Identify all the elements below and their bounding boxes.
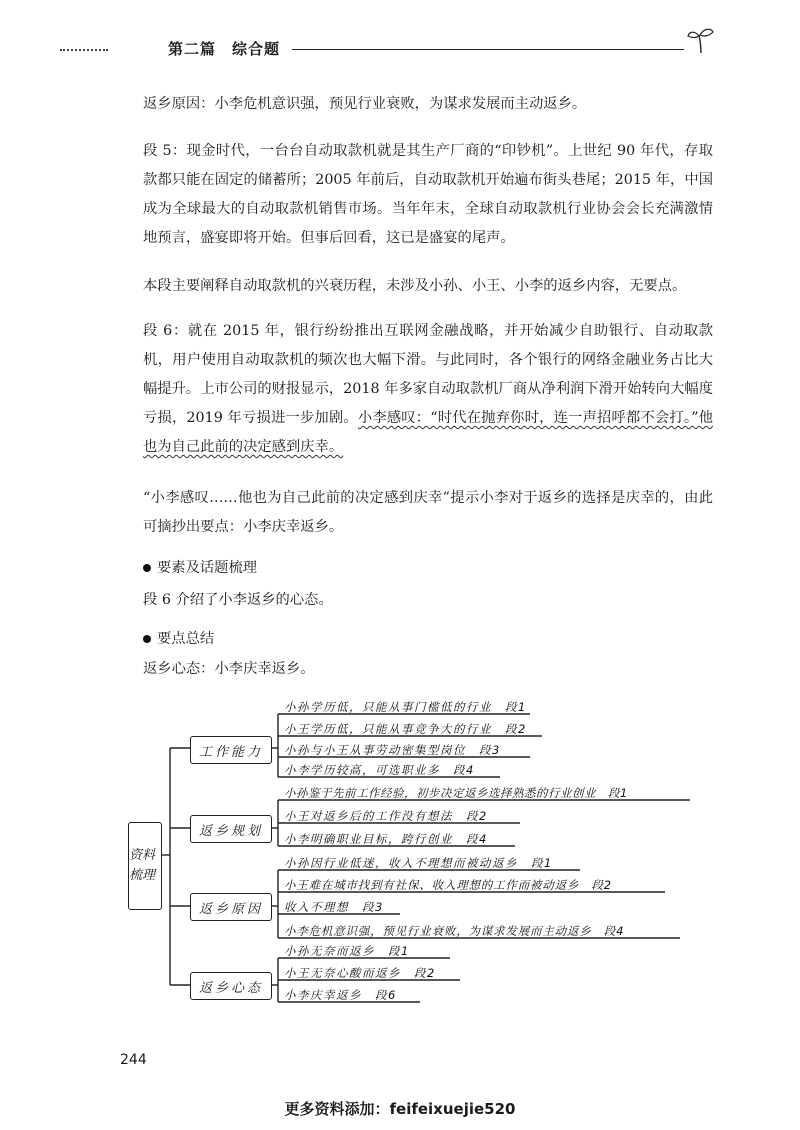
leaf-item: 小孙与小王从事劳动密集型岗位 段3: [284, 743, 501, 757]
leaf-item: 小孙因行业低迷，收入不理想而被动返乡 段1: [284, 856, 553, 870]
group-return-reason: 返乡原因: [190, 893, 272, 921]
seg6-text: 段 6：就在 2015 年，银行纷纷推出互联网金融战略，并开始减少自助银行、自动取款机，用户使用自动取款机的频次也大幅下滑。与此同时，各个银行的网络金融业务占比大幅提升。上市公司的财报显示，2018 年多家自动取款机厂商从净利润下滑开始转向大幅度亏损，2019 年亏损进一步加剧。: [143, 323, 713, 426]
chapter-title: 第二篇 综合题: [168, 40, 281, 58]
leaf-item: 小王无奈心酸而返乡 段2: [284, 966, 436, 980]
mindmap-root: 资料梳理: [128, 822, 162, 910]
leaf-item: 小李危机意识强，预见行业衰败，为谋求发展而主动返乡 段4: [284, 924, 625, 938]
leaf-item: 小李明确职业目标，跨行创业 段4: [284, 832, 488, 846]
leaf-item: 小王学历低，只能从事竞争大的行业 段2: [284, 722, 527, 736]
bullet-label: 要素及话题梳理: [157, 560, 258, 576]
leaf-item: 小孙学历低，只能从事门槛低的行业 段1: [284, 700, 527, 714]
leaf-item: 小李庆幸返乡 段6: [284, 988, 397, 1002]
leaf-item: 小王难在城市找到有社保、收入理想的工作而被动返乡 段2: [284, 878, 612, 892]
group-work-ability: 工作能力: [190, 736, 272, 764]
leaf-item: 小王对返乡后的工作没有想法 段2: [284, 809, 488, 823]
paragraph-seg6-summary: 段 6 介绍了小李返乡的心态。: [143, 592, 333, 608]
leaf-item: 小孙鉴于先前工作经验，初步决定返乡选择熟悉的行业创业 段1: [284, 786, 628, 800]
footer-note: 更多资料添加：feifeixuejie520: [284, 1100, 516, 1118]
paragraph-mindset: 返乡心态：小李庆幸返乡。: [143, 661, 315, 677]
paragraph-seg5-analysis: 本段主要阐释自动取款机的兴衰历程，未涉及小孙、小王、小李的返乡内容，无要点。: [143, 278, 687, 294]
leaf-item: 小孙无奈而返乡 段1: [284, 944, 410, 958]
paragraph-seg5: 段 5：现金时代，一台台自动取款机就是其生产厂商的“印钞机”。上世纪 90 年代，存取款都只能在固定的储蓄所；2005 年前后，自动取款机开始遍布街头巷尾；2015 年，中国成为全球最大的自动取款机销售市场。当年年末，全球自动取款机行业协会会长充满激情地预言，盛宴即将开始。但事后回看，这已是盛宴的尾声。: [143, 143, 713, 246]
paragraph-return-reason: 返乡原因：小李危机意识强，预见行业衰败，为谋求发展而主动返乡。: [143, 96, 587, 112]
group-return-plan: 返乡规划: [190, 815, 272, 843]
group-return-mindset: 返乡心态: [190, 972, 272, 1000]
paragraph-seg6-analysis: “小李感叹……他也为自己此前的决定感到庆幸”提示小李对于返乡的选择是庆幸的，由此可摘抄出要点：小李庆幸返乡。: [143, 490, 713, 535]
bullet-label: 要点总结: [157, 631, 215, 647]
page-number: 244: [120, 1052, 147, 1068]
leaf-item: 收入不理想 段3: [284, 900, 384, 914]
seg6-underlined-quote: 小李感叹：“时代在抛弃你时，连一声招呼都不会打。”他也为自己此前的决定感到庆幸。: [143, 410, 713, 455]
leaf-item: 小李学历较高，可选职业多 段4: [284, 763, 475, 777]
